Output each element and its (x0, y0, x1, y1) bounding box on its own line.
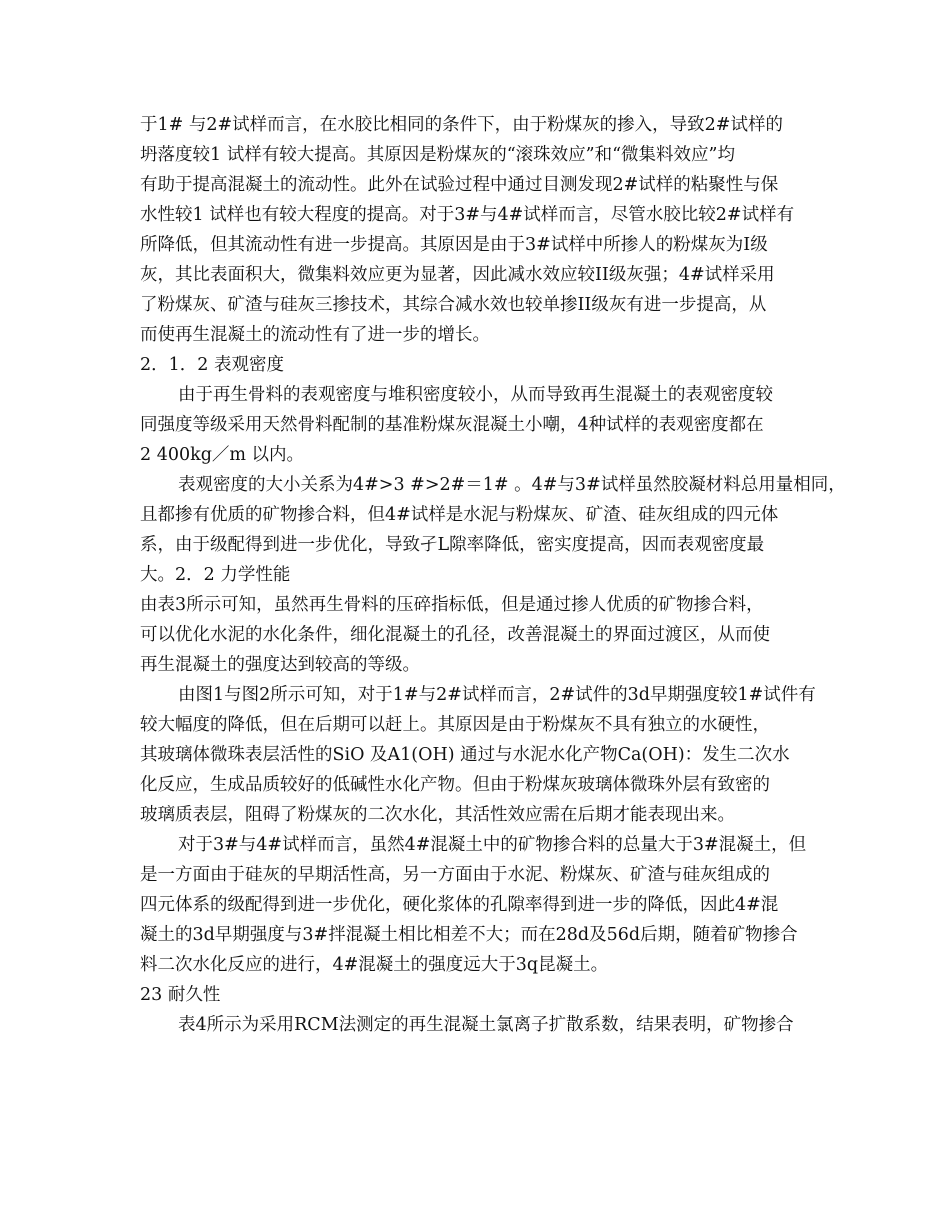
text-line: 其玻璃体微珠表层活性的SiO 及A1(OH) 通过与水泥水化产物Ca(OH)：发生二次水 (140, 745, 790, 765)
section-heading: 23 耐久性 (140, 985, 221, 1005)
text-line: 表4所示为采用RCM法测定的再生混凝土氯离子扩散系数，结果表明，矿物掺合 (178, 1015, 794, 1035)
text-line: 玻璃质表层，阻碍了粉煤灰的二次水化，其活性效应需在后期才能表现出来。 (140, 805, 735, 825)
text-line: 灰，其比表面积大，微集料效应更为显著，因此减水效应较II级灰强；4#试样采用 (140, 265, 775, 285)
text-line: 了粉煤灰、矿渣与硅灰三掺技术，其综合减水效也较单掺II级灰有进一步提高，从 (140, 295, 767, 315)
text-line: 且都掺有优质的矿物掺合料，但4#试样是水泥与粉煤灰、矿渣、硅灰组成的四元体 (140, 505, 779, 525)
text-line: 化反应，生成品质较好的低碱性水化产物。但由于粉煤灰玻璃体微珠外层有致密的 (140, 775, 770, 795)
text-line: 所降低，但其流动性有进一步提高。其原因是由于3#试样中所掺人的粉煤灰为I级 (140, 235, 768, 255)
text-line: 较大幅度的降低，但在后期可以赶上。其原因是由于粉煤灰不具有独立的水硬性， (140, 715, 770, 735)
text-line: 坍落度较1 试样有较大提高。其原因是粉煤灰的“滚珠效应”和“微集料效应”均 (140, 145, 735, 165)
text-line: 凝土的3d早期强度与3#拌混凝土相比相差不大；而在28d及56d后期，随着矿物掺合 (140, 925, 798, 945)
text-line: 而使再生混凝土的流动性有了进一步的增长。 (140, 325, 490, 345)
section-heading: 2．1．2 表观密度 (140, 355, 284, 375)
text-line: 由表3所示可知，虽然再生骨料的压碎指标低，但是通过掺人优质的矿物掺合料， (140, 595, 764, 615)
text-line: 大。2．2 力学性能 (140, 565, 291, 585)
text-line: 是一方面由于硅灰的早期活性高，另一方面由于水泥、粉煤灰、矿渣与硅灰组成的 (140, 865, 770, 885)
text-line: 料二次水化反应的进行，4#混凝土的强度远大于3q昆凝土。 (140, 955, 609, 975)
text-line: 系，由于级配得到进一步优化，导致孑L隙率降低，密实度提高，因而表观密度最 (140, 535, 765, 555)
text-line: 再生混凝土的强度达到较高的等级。 (140, 655, 420, 675)
text-line: 对于3#与4#试样而言，虽然4#混凝土中的矿物掺合料的总量大于3#混凝土，但 (178, 835, 807, 855)
text-line: 水性较1 试样也有较大程度的提高。对于3#与4#试样而言，尽管水胶比较2#试样有 (140, 205, 795, 225)
text-line: 四元体系的级配得到进一步优化，硬化浆体的孔隙率得到进一步的降低，因此4#混 (140, 895, 779, 915)
text-line: 同强度等级采用天然骨料配制的基准粉煤灰混凝土小嘲，4种试样的表观密度都在 (140, 415, 764, 435)
text-line: 于1# 与2#试样而言，在水胶比相同的条件下，由于粉煤灰的掺入，导致2#试样的 (140, 115, 783, 135)
text-line: 有助于提高混凝土的流动性。此外在试验过程中通过目测发现2#试样的粘聚性与保 (140, 175, 779, 195)
text-line: 表观密度的大小关系为4#>3 #>2#＝1# 。4#与3#试样虽然胶凝材料总用量相同， (178, 475, 846, 495)
text-line: 由于再生骨料的表观密度与堆积密度较小，从而导致再生混凝土的表观密度较 (178, 385, 773, 405)
text-line: 可以优化水泥的水化条件，细化混凝土的孔径，改善混凝土的界面过渡区，从而使 (140, 625, 770, 645)
text-line: 由图1与图2所示可知，对于1#与2#试样而言，2#试件的3d早期强度较1#试件有 (178, 685, 816, 705)
text-line: 2 400kg／m 以内。 (140, 445, 305, 465)
